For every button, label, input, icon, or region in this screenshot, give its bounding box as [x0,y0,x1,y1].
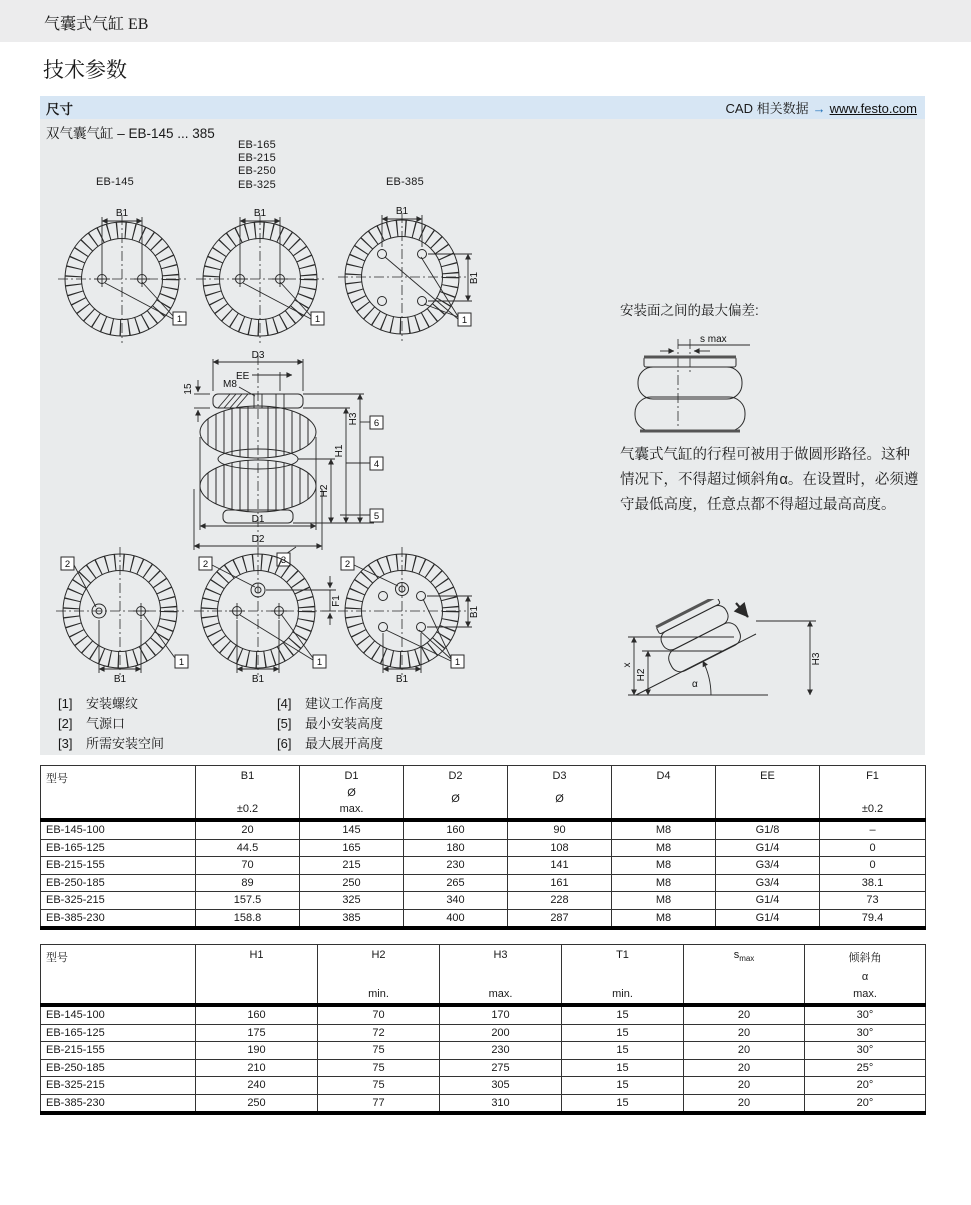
model-cell: EB-145-100 [41,820,196,839]
callout-6: 6 [373,418,380,429]
table-row: EB-215-155 190 75 230 15 20 30° [41,1042,926,1060]
variant-label-eb165: EB-165 [238,139,276,151]
offset-drawing [616,331,786,439]
note-title: 安装面之间的最大偏差: [620,303,759,318]
dim-label-d2: D2 [251,534,265,545]
callout-1: 1 [461,315,468,326]
dim-label-b1: B1 [395,206,409,217]
col-header: D4 [656,770,671,782]
col-header: 型号 [46,773,68,785]
dim-label-h2: H2 [636,668,647,682]
model-cell: EB-165-125 [41,839,196,857]
dimensions-strip [40,96,925,119]
table-row: EB-215-155 70 215 230 141 M8 G3/4 0 [41,857,926,875]
callout-2: 2 [344,559,351,570]
dim-label-b1: B1 [113,674,127,685]
callout-3: 3 [280,555,287,566]
table-row: EB-165-125 44.5 165 180 108 M8 G1/4 0 [41,839,926,857]
table-row: EB-385-230 158.8 385 400 287 M8 G1/4 79.4 [41,909,926,928]
flange-bottom-eb165-325 [194,547,342,685]
variant-label-eb385: EB-385 [386,176,424,188]
legend-item-6: [6] 最大展开高度 [277,736,384,751]
callout-2: 2 [202,559,209,570]
drawing-subtitle: 双气囊气缸 – EB-145 ... 385 [46,126,215,141]
dim-label-h3: H3 [811,652,822,666]
dim-label-b1: B1 [395,674,409,685]
flange-top-eb385 [338,206,480,341]
model-cell: EB-165-125 [41,1024,196,1042]
legend-item-5: [5] 最小安装高度 [277,716,384,731]
col-header: T1 [616,949,629,961]
dimension-drawings-panel [40,119,925,755]
flange-bottom-eb145 [56,547,188,685]
col-header: H1 [249,949,264,961]
callout-1: 1 [314,314,321,325]
callout-1: 1 [454,657,461,668]
table-row: EB-250-185 210 75 275 15 20 25° [41,1059,926,1077]
model-cell: EB-215-155 [41,857,196,875]
model-cell: EB-325-215 [41,1077,196,1095]
table-row: EB-325-215 157.5 325 340 228 M8 G1/4 73 [41,892,926,910]
table-row: EB-145-100 160 70 170 15 20 30° [41,1005,926,1024]
table-row: EB-165-125 175 72 200 15 20 30° [41,1024,926,1042]
dim-label-b1: B1 [251,674,265,685]
col-header: 型号 [46,952,68,964]
model-cell: EB-385-230 [41,909,196,928]
legend-item-3: [3] 所需安装空间 [58,736,165,751]
variant-label-eb325: EB-325 [238,178,276,191]
table-row: EB-250-185 89 250 265 161 M8 G3/4 38.1 [41,874,926,892]
cad-label: CAD 相关数据 [725,101,809,116]
page-header-bar [0,0,971,42]
callout-2: 2 [64,559,71,570]
dimensions-table-2 [40,944,926,1115]
dim-label-f1: F1 [331,595,342,607]
table-row: EB-145-100 20 145 160 90 M8 G1/8 – [41,820,926,839]
bellows-side-view [183,350,383,566]
dim-label-x: x [622,662,633,668]
model-cell: EB-250-185 [41,1059,196,1077]
note-body: 气囊式气缸的行程可被用于做圆形路径。这种情况下，不得超过倾斜角α。在设置时，必须遵守最低高度，任意点都不得超过最高高度。 [620,447,919,513]
col-header: F1 [866,770,879,782]
legend-item-1: [1] 安装螺纹 [58,696,139,711]
model-cell: EB-250-185 [41,874,196,892]
col-header: EE [760,770,775,782]
section-title: 技术参数 [43,58,127,82]
dim-label-h2: H2 [319,484,330,498]
variant-label-eb250: EB-250 [238,165,276,178]
col-header: B1 [240,770,255,782]
arrow-right-icon: → [812,101,826,116]
legend-item-2: [2] 气源口 [58,716,126,731]
col-header: H2 [371,949,386,961]
table-row: EB-325-215 240 75 305 15 20 20° [41,1077,926,1095]
flange-top-eb165-325 [196,208,324,343]
tilt-angle-drawing [606,599,846,711]
model-cell: EB-325-215 [41,892,196,910]
legend-item-4: [4] 建议工作高度 [277,696,384,711]
dim-label-d1: D1 [251,514,265,525]
col-header: $s_{max}$ [733,949,755,964]
callout-1: 1 [316,657,323,668]
dim-label-h1: H1 [334,444,345,458]
dim-label-d3: D3 [251,350,265,361]
model-cell: EB-145-100 [41,1005,196,1024]
table-row: EB-385-230 250 77 310 15 20 20° [41,1094,926,1113]
col-header: H3 [493,949,508,961]
dim-label-b1: B1 [469,271,480,285]
table1-header-row: 型号 B1 ±0.2 D1 Ø max. D2 Ø D3 Ø D4 EE F1 ±0.2 [41,766,926,821]
variant-label-eb145: EB-145 [96,176,134,188]
dim-label-b1: B1 [253,208,267,219]
strip-title: 尺寸 [46,101,73,117]
dim-label-m8: M8 [223,379,237,390]
callout-1: 1 [178,657,185,668]
dim-label-alpha: α [692,679,698,690]
col-header: 倾斜角 [848,952,882,964]
model-cell: EB-385-230 [41,1094,196,1113]
callout-4: 4 [373,459,380,470]
dim-label-h3: H3 [348,412,359,426]
flange-bottom-eb385 [338,547,480,685]
table2-header-row: 型号 H1 H2 min. H3 max. T1 min. $s_{max}$ 倾斜角 α max. [41,945,926,1006]
col-header: D2 [448,770,463,782]
callout-5: 5 [373,511,380,522]
dim-label-smax: s max [700,334,727,345]
dim-label-ee: EE [236,371,250,382]
flange-top-eb145 [58,208,186,343]
col-header: D1 [344,770,359,782]
variant-label-eb215: EB-215 [238,152,276,165]
cad-data-note [726,98,917,117]
page-header-title: 气囊式气缸 EB [44,16,149,33]
festo-link[interactable]: www.festo.com [829,101,917,116]
dimensions-table-1 [40,765,926,930]
dim-label-15: 15 [183,383,194,395]
dim-label-b1: B1 [115,208,129,219]
dim-label-b1: B1 [469,605,480,619]
model-cell: EB-215-155 [41,1042,196,1060]
col-header: D3 [552,770,567,782]
callout-1: 1 [176,314,183,325]
